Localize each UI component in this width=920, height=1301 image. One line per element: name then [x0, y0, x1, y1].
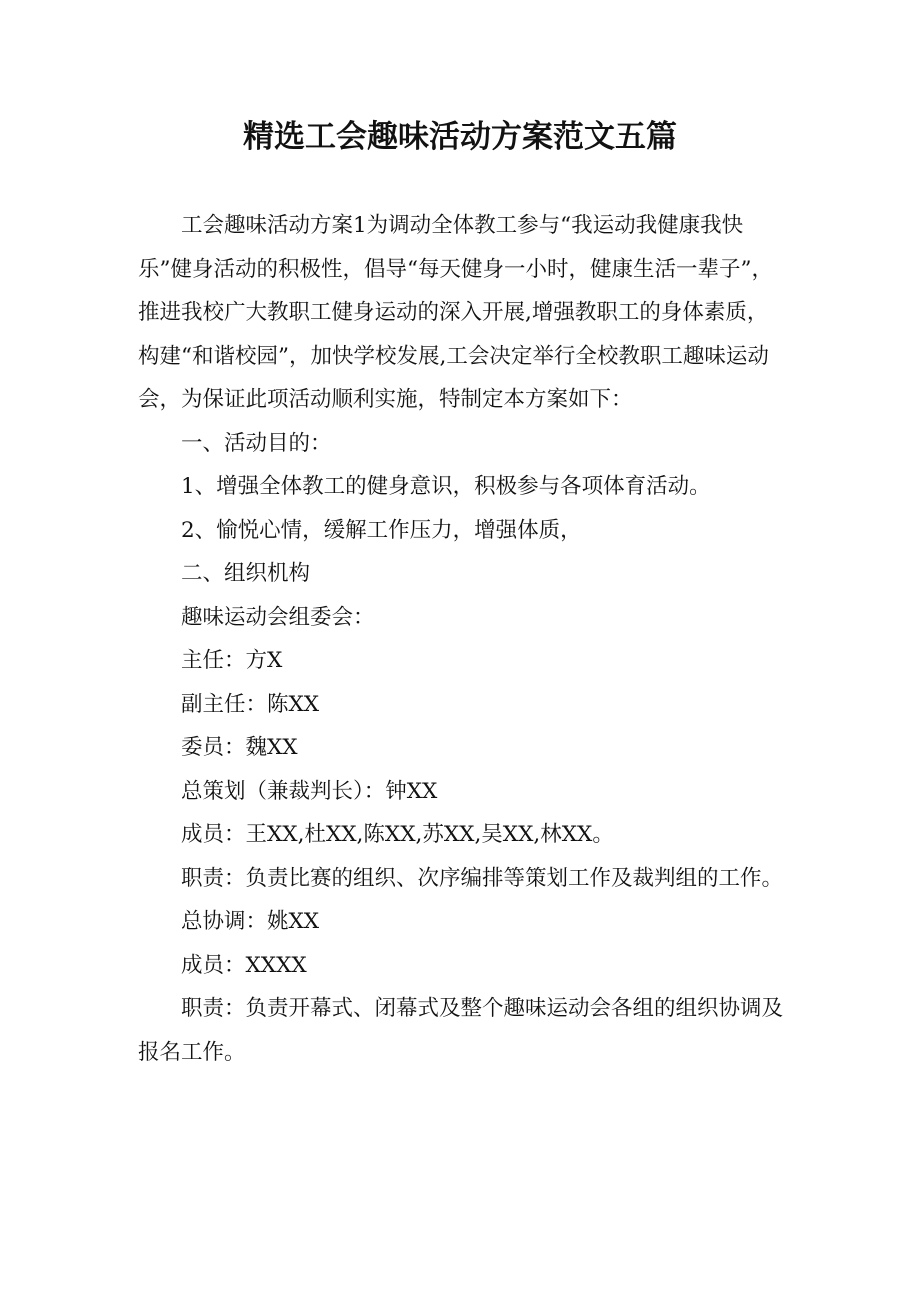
paragraph-members-2: 成员：XXXX	[181, 952, 307, 978]
paragraph-intro: 工会趣味活动方案1为调动全体教工参与“我运动我健康我快乐”健身活动的积极性，倡导“每天健身一小时，健康生活一辈子”，推进我校广大教职工健身运动的深入开展,增强教职工的身体素质，构建“和谐校园”，加快学校发展,工会决定举行全校教职工趣味运动会，为保证此项活动顺利实施，特制定本方案如下：	[138, 213, 773, 412]
paragraph-director: 主任：方X	[181, 648, 283, 673]
paragraph-committee-member: 委员：魏XX	[181, 735, 298, 760]
paragraph-duties-2: 职责：负责开幕式、闭幕式及整个趣味运动会各组的组织协调及报名工作。	[138, 996, 784, 1065]
heading-activity-purpose: 一、活动目的：	[181, 430, 332, 456]
paragraph-duties-1: 职责：负责比赛的组织、次序编排等策划工作及裁判组的工作。	[181, 865, 784, 891]
heading-organization: 二、组织机构	[181, 561, 311, 586]
paragraph-chief-planner: 总策划（兼裁判长）：钟XX	[181, 778, 438, 804]
paragraph-deputy-director: 副主任：陈XX	[181, 691, 320, 717]
list-item-purpose-1: 1、增强全体教工的健身意识，积极参与各项体育活动。	[181, 474, 711, 499]
paragraph-chief-coordinator: 总协调：姚XX	[181, 909, 320, 934]
document-body	[138, 204, 786, 1074]
paragraph-members-1: 成员：王XX,杜XX,陈XX,苏XX,吴XX,林XX。	[181, 822, 614, 847]
list-item-purpose-2: 2、愉悦心情，缓解工作压力，增强体质，	[181, 517, 582, 543]
document-title: 精选工会趣味活动方案范文五篇	[243, 119, 677, 155]
paragraph-committee: 趣味运动会组委会：	[181, 604, 375, 630]
